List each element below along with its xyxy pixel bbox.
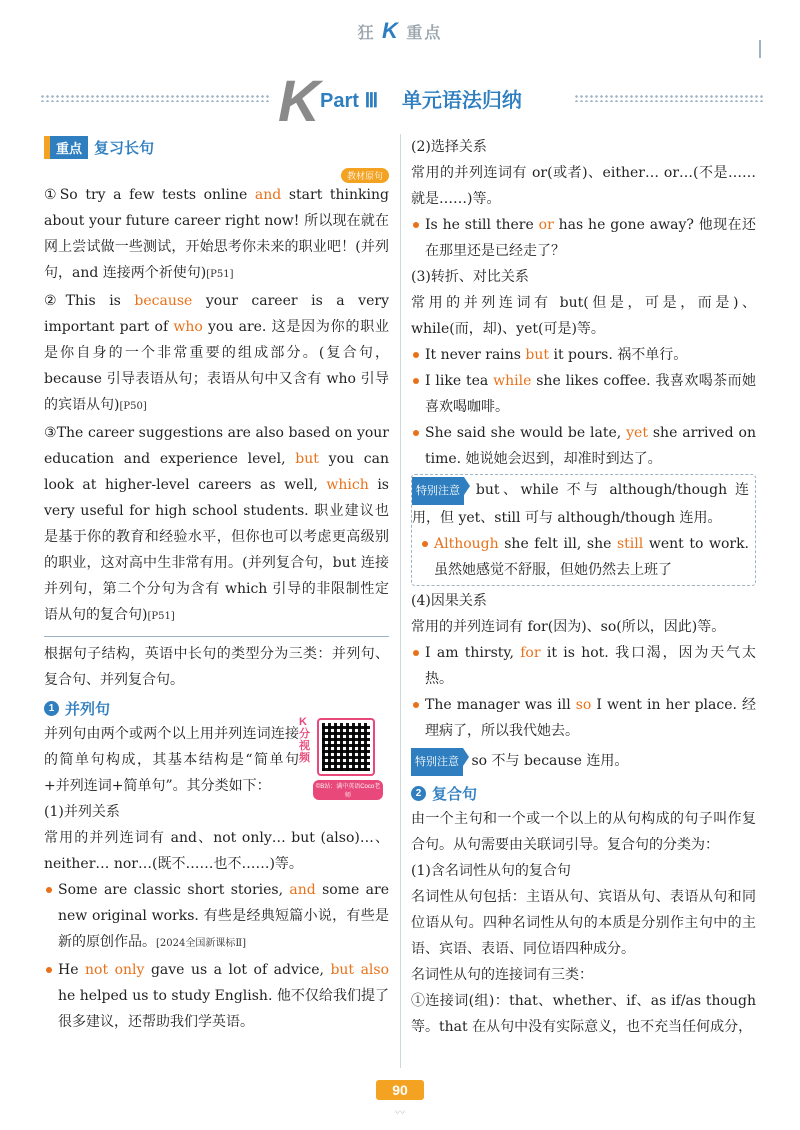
brand-left: 狂	[357, 25, 376, 42]
subsection-heading-1: 1 并列句	[44, 695, 389, 721]
part-title	[320, 84, 540, 113]
page-decoration-icon: 〰	[395, 1108, 405, 1119]
source-tag: 教材原句	[44, 164, 389, 180]
note-tag: 特别注意	[412, 477, 464, 505]
margin-mark	[759, 40, 761, 58]
example-8: The manager was ill so I went in her place. 经理病了，所以我代她去。	[411, 692, 756, 744]
qr-caption: ©B站：满中英语Coco老师	[313, 780, 383, 800]
sentence-2: ②This is because your career is a very important part of who you are. 这是因为你的职业是你自身的一个非常重要的组成部分。(复合句，because 引导表语从句；表语从句中又含有 who 引导的宾语从句)[P50]	[44, 293, 389, 413]
sub1-definition: 常用的并列连词有 and、not only… but (also)…、neither… nor…(既不……也不……)等。	[44, 830, 389, 872]
k-logo-icon: K	[278, 69, 320, 134]
key-point-badge: 重点	[44, 136, 88, 159]
note-example: Although she felt ill, she still went to work. 虽然她感觉不舒服，但她仍然去上班了	[420, 531, 749, 583]
highlight-word: because	[134, 293, 193, 309]
sub5-definition: 名词性从句包括：主语从句、宾语从句、表语从句和同位语从句。四种名词性从句的本质是分别作主句中的主语、宾语、表语、同位语四种成分。	[411, 889, 756, 957]
sentence-3: ③The career suggestions are also based on your education and experience level, but you can look at higher-level careers as well, which is very useful for high school students. 职业建议也是基于你的教育和经验水平，但你也可以考虑更高级别的职业，这对高中生非常有用。(并列复合句，but 连接并列句，第二个分句为含有 which 引导的非限制性定语从句的复合句)[P51]	[44, 425, 389, 623]
brand-header	[0, 18, 800, 44]
column-divider	[400, 134, 401, 1068]
dots-divider-right	[574, 94, 764, 102]
sub5-item-1: ①连接词(组)：that、whether、if、as if/as though 等。that 在从句中没有实际意义，也不充当任何成分，	[411, 993, 756, 1035]
sub1-title: (1)并列关系	[44, 804, 120, 820]
sec2-definition: 由一个主句和一个或一个以上的从句构成的句子叫作复合句。从句需要由关联词引导。复合句的分类为：	[411, 811, 756, 853]
sec1-definition: 并列句由两个或两个以上用并列连词连接的简单句构成，其基本结构是“简单句+并列连词+简单句”。其分类如下：	[44, 726, 299, 794]
sentence-1: ①So try a few tests online and start thinking about your future career right now! 所以现在就在网上尝试做一些测试，开始思考你未来的职业吧！(并列句，and 连接两个祈使句)[P51]	[44, 187, 390, 281]
page-ref: [P50]	[119, 401, 147, 412]
highlight-word: which	[326, 477, 369, 493]
brand-right: 重点	[406, 25, 443, 42]
example-4: It never rains but it pours. 祸不单行。	[411, 342, 756, 368]
example-5: I like tea while she likes coffee. 我喜欢喝茶而她喜欢喝咖啡。	[411, 368, 756, 420]
example-6: She said she would be late, yet she arrived on time. 她说她会迟到，却准时到达了。	[411, 420, 756, 472]
page-number: 90	[376, 1080, 424, 1100]
left-column	[44, 134, 389, 1035]
highlight-word: and	[254, 187, 282, 203]
example-7: I am thirsty, for it is hot. 我口渴，因为天气太热。	[411, 640, 756, 692]
sub4-definition: 常用的并列连词有 for(因为)、so(所以，因此)等。	[411, 619, 726, 635]
number-badge: 1	[44, 701, 59, 716]
sub3-definition: 常用的并列连词有 but(但是，可是，而是)、while(而，却)、yet(可是)等。	[411, 295, 756, 337]
subsection-heading-2: 2 复合句	[411, 780, 756, 806]
divider	[44, 636, 389, 637]
sub2-title: (2)选择关系	[411, 139, 487, 155]
exam-ref: [2024全国新课标Ⅱ]	[156, 938, 247, 949]
sub5-title: (1)含名词性从句的复合句	[411, 863, 571, 879]
note-tag: 特别注意	[411, 748, 463, 776]
qr-label: K分视频	[299, 716, 310, 764]
sub3-title: (3)转折、对比关系	[411, 269, 529, 285]
page-ref: [P51]	[206, 269, 234, 280]
right-column	[411, 134, 756, 1040]
special-note-1: 特别注意 but、while 不与 although/though 连用，但 yet、still 可与 although/though 连用。 Although she felt ill, she still went to work. 虽然她感觉不舒服，但她仍然去上班了	[411, 474, 756, 586]
sub5-connectors: 名词性从句的连接词有三类：	[411, 967, 593, 983]
highlight-word: who	[173, 319, 203, 335]
highlight-word: but	[295, 451, 319, 467]
example-3: Is he still there or has he gone away? 他现在还在那里还是已经走了？	[411, 212, 756, 264]
sub2-definition: 常用的并列连词有 or(或者)、either… or…(不是……就是……)等。	[411, 165, 756, 207]
video-qr-code[interactable]	[299, 716, 389, 799]
page-ref: [P51]	[147, 611, 175, 622]
part-heading: 单元语法归纳	[401, 90, 522, 112]
part-label: Part Ⅲ	[320, 90, 379, 112]
example-2: He not only gave us a lot of advice, but also he helped us to study English. 他不仅给我们提了很多建议，还帮助我们学英语。	[44, 957, 389, 1035]
number-badge: 2	[411, 786, 426, 801]
dots-divider-left	[40, 94, 270, 102]
section-title: 复习长句	[94, 138, 155, 157]
part-header	[40, 69, 764, 134]
intro-paragraph: 根据句子结构，英语中长句的类型分为三类：并列句、复合句、并列复合句。	[44, 646, 389, 688]
example-1: Some are classic short stories, and some are new original works. 有些是经典短篇小说，有些是新的原创作品。[2024全国新课标Ⅱ]	[44, 877, 389, 957]
section-heading	[44, 134, 389, 160]
brand-k-logo: K	[382, 18, 400, 43]
qr-code-icon[interactable]	[317, 718, 375, 776]
special-note-2: 特别注意 so 不与 because 连用。	[411, 748, 756, 776]
sub4-title: (4)因果关系	[411, 593, 487, 609]
